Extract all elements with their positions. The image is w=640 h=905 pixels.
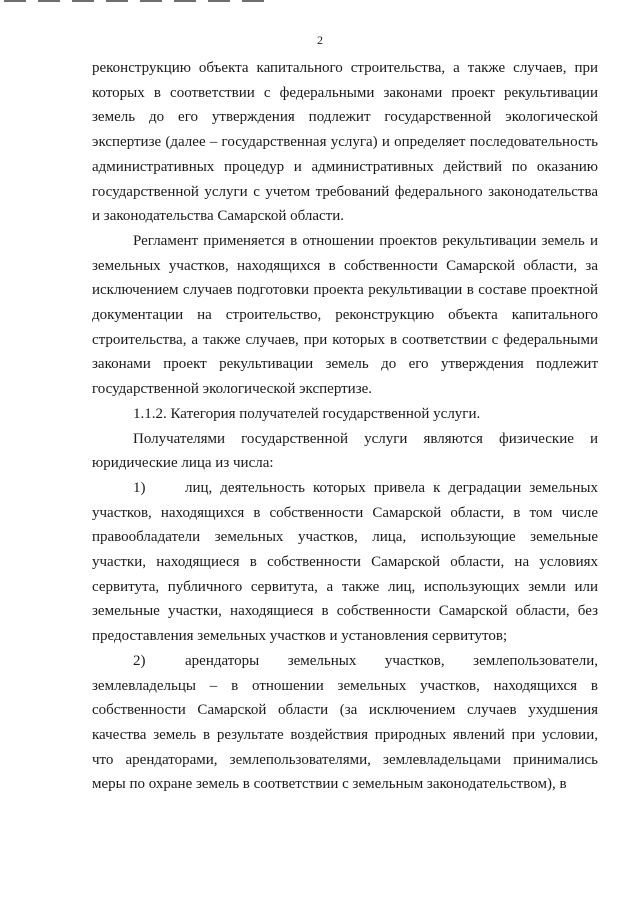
section-heading: 1.1.2. Категория получателей государственной услуги.: [133, 405, 481, 422]
list-item-text: арендаторы земельных участков, землепользователи, землевладельцы – в отношении земельных участков, находящихся в собственности Самарской области (за исключением случаев ухудшения качества земель в результате воздействия природных явлений при условии, что арендаторами, землепользователями, землевладельцами принимались меры по охране земель в соответствии с земельным законодательством), в: [92, 652, 598, 793]
paragraph: Получателями государственной услуги являются физические и юридические лица из числа:: [92, 430, 598, 472]
list-item-number: 2): [133, 652, 146, 669]
paragraph: реконструкцию объекта капитального строительства, а также случаев, при которых в соответствии с федеральными законами проект рекультивации земель до его утверждения подлежит государственной экологической экспертизе (далее – государственная услуга) и определяет последовательность административных процедур и административных действий по оказанию государственной услуги с учетом требований федерального законодательства и законодательства Самарской области.: [92, 60, 598, 225]
list-item: [92, 476, 598, 649]
page-number: 2: [317, 33, 323, 47]
scan-edge-marks: [0, 0, 640, 6]
document-body: [92, 56, 598, 797]
list-item: [92, 649, 598, 797]
list-item-text: лиц, деятельность которых привела к деградации земельных участков, находящихся в собственности Самарской области, в том числе правообладатели земельных участков, лица, использующие земельные участки, находящиеся в собственности Самарской области, на условиях сервитута, публичного сервитута, а также лиц, использующих земли или земельные участки, находящиеся в собственности Самарской области, без предоставления земельных участков и установления сервитутов;: [92, 479, 598, 645]
paragraph: Регламент применяется в отношении проектов рекультивации земель и земельных участков, находящихся в собственности Самарской области, за исключением случаев подготовки проекта рекультивации в составе проектной документации на строительство, реконструкцию объекта капитального строительства, а также случаев, при которых в соответствии с федеральными законами проект рекультивации земель до его утверждения подлежит государственной экологической экспертизе.: [92, 232, 598, 398]
list-item-number: 1): [133, 479, 146, 496]
